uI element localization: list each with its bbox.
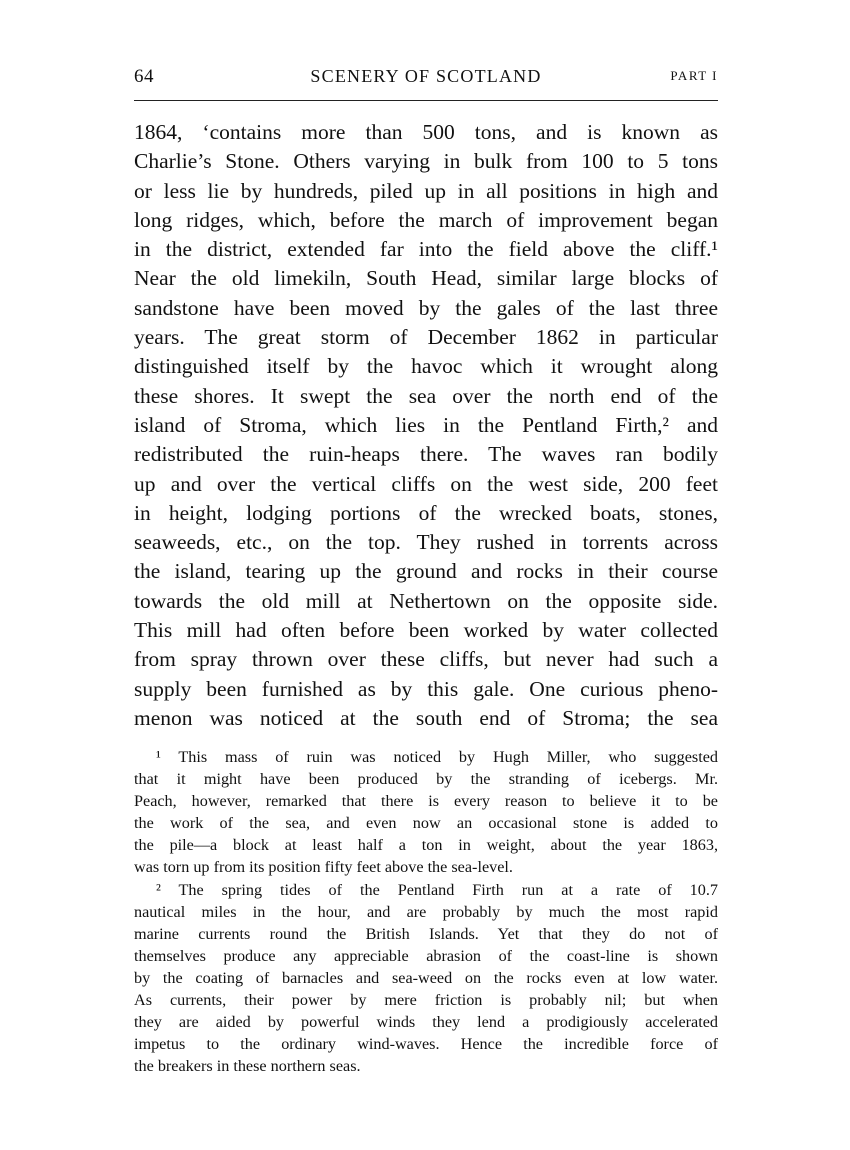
- footnote-1-line: Peach, however, remarked that there is every reason to believe it to be: [134, 792, 718, 811]
- text-line: in height, lodging portions of the wrecked boats, stones,: [134, 500, 718, 525]
- main-text: [134, 118, 718, 733]
- text-line: seaweeds, etc., on the top. They rushed in torrents across: [134, 530, 718, 555]
- running-title: SCENERY OF SCOTLAND: [310, 66, 542, 86]
- part-label: PART I: [670, 68, 718, 83]
- text-line: the island, tearing up the ground and rocks in their course: [134, 559, 718, 584]
- text-line: up and over the vertical cliffs on the west side, 200 feet: [134, 471, 718, 496]
- footnote-1-line: the work of the sea, and even now an occasional stone is added to: [134, 814, 718, 833]
- footnote-2-line: by the coating of barnacles and sea-weed on the rocks even at low water.: [134, 968, 718, 987]
- text-line: 1864, ‘contains more than 500 tons, and is known as: [134, 120, 718, 144]
- text-line: these shores. It swept the sea over the north end of the: [134, 383, 718, 408]
- text-line: distinguished itself by the havoc which it wrought along: [134, 354, 718, 379]
- text-line: long ridges, which, before the march of improvement began: [134, 207, 718, 232]
- text-line: This mill had often before been worked by water collected: [134, 618, 718, 643]
- footnote-2-line: nautical miles in the hour, and are probably by much the most rapid: [134, 902, 718, 921]
- footnote-2-line: As currents, their power by mere friction is probably nil; but when: [134, 991, 718, 1010]
- text-line: or less lie by hundreds, piled up in all positions in high and: [134, 178, 718, 203]
- text-line: Charlie’s Stone. Others varying in bulk from 100 to 5 tons: [134, 149, 718, 174]
- footnote-2-line: marine currents round the British Islands. Yet that they do not of: [134, 924, 718, 943]
- text-line: years. The great storm of December 1862 in particular: [134, 325, 718, 350]
- footnote-1-line: that it might have been produced by the stranding of icebergs. Mr.: [134, 770, 718, 789]
- footnote-2-line: they are aided by powerful winds they lend a prodigiously accelerated: [134, 1013, 718, 1032]
- footnote-2-line: impetus to the ordinary wind-waves. Hence the incredible force of: [134, 1035, 718, 1054]
- footnote-1-line: ¹ This mass of ruin was noticed by Hugh Miller, who suggested: [156, 748, 718, 766]
- text-line: sandstone have been moved by the gales of the last three: [134, 295, 718, 320]
- text-line: in the district, extended far into the field above the cliff.¹: [134, 237, 718, 262]
- page-number: 64: [134, 66, 154, 87]
- text-line: menon was noticed at the south end of Stroma; the sea: [134, 705, 718, 730]
- footnote-1-line: the pile—a block at least half a ton in weight, about the year 1863,: [134, 836, 718, 855]
- text-line: island of Stroma, which lies in the Pentland Firth,² and: [134, 412, 718, 437]
- footnote-1-line: was torn up from its position fifty feet above the sea-level.: [134, 858, 513, 877]
- text-line: towards the old mill at Nethertown on the opposite side.: [134, 588, 718, 613]
- text-line: from spray thrown over these cliffs, but never had such a: [134, 647, 718, 672]
- text-line: supply been furnished as by this gale. One curious pheno-: [134, 676, 718, 701]
- footnotes: [134, 746, 718, 1077]
- header-rule: [134, 100, 718, 101]
- running-header: [134, 66, 718, 92]
- text-line: Near the old limekiln, South Head, similar large blocks of: [134, 266, 718, 291]
- footnote-2-line: the breakers in these northern seas.: [134, 1057, 361, 1076]
- text-line: redistributed the ruin-heaps there. The waves ran bodily: [134, 442, 718, 467]
- footnote-2-line: themselves produce any appreciable abrasion of the coast-line is shown: [134, 946, 718, 965]
- footnote-2-line: ² The spring tides of the Pentland Firth run at a rate of 10.7: [156, 880, 718, 899]
